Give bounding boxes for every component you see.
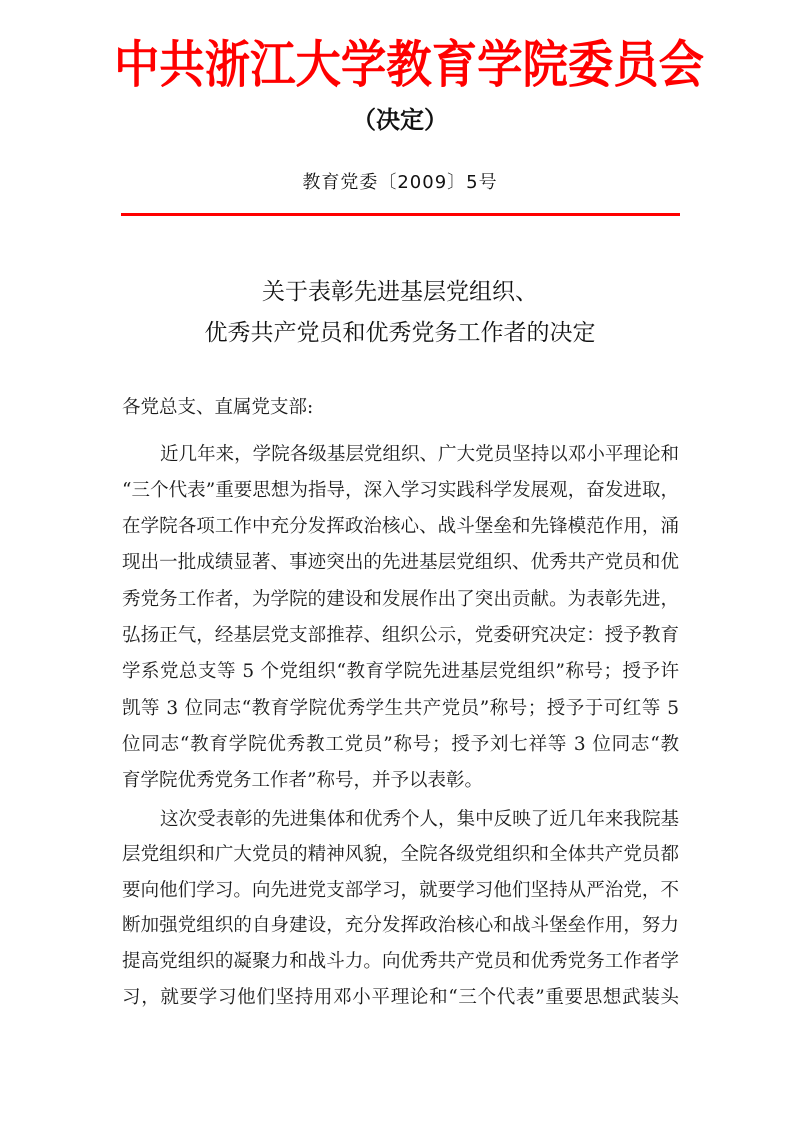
body-line: 弘扬正气，经基层党支部推荐、组织公示，党委研究决定：授予教育 [122, 625, 679, 646]
body-line: 育学院优秀党务工作者”称号，并予以表彰。 [122, 770, 483, 791]
document-number: 教育党委〔2009〕5号 [302, 172, 498, 193]
body-line: 凯等 3 位同志“教育学院优秀学生共产党员”称号；授予于可红等 5 [122, 698, 679, 719]
body-line: 断加强党组织的自身建设，充分发挥政治核心和战斗堡垒作用，努力 [122, 915, 679, 936]
body-line: 在学院各项工作中充分发挥政治核心、战斗堡垒和先锋模范作用，涌 [122, 516, 679, 537]
organization-title: 中共浙江大学教育学院委员会 [114, 34, 704, 95]
body-line: “三个代表”重要思想为指导，深入学习实践科学发展观，奋发进取， [122, 480, 679, 501]
body-line: 位同志“教育学院优秀教工党员”称号；授予刘七祥等 3 位同志“教 [122, 734, 679, 755]
body-line: 习，就要学习他们坚持用邓小平理论和“三个代表”重要思想武装头 [122, 987, 679, 1008]
body-line: 学系党总支等 5 个党组织“教育学院先进基层党组织”称号；授予许 [122, 661, 679, 682]
document-heading-line-2: 优秀共产党员和优秀党务工作者的决定 [204, 320, 596, 346]
salutation: 各党总支、直属党支部: [122, 397, 314, 418]
red-header-rule [121, 213, 680, 216]
body-line: 现出一批成绩显著、事迹突出的先进基层党组织、优秀共产党员和优 [122, 552, 679, 573]
document-heading-line-1: 关于表彰先进基层党组织、 [262, 279, 538, 305]
body-line: 要向他们学习。向先进党支部学习，就要学习他们坚持从严治党，不 [122, 880, 679, 901]
body-line: 近几年来，学院各级基层党组织、广大党员坚持以邓小平理论和 [160, 444, 679, 465]
body-line: 这次受表彰的先进集体和优秀个人，集中反映了近几年来我院基 [160, 809, 679, 830]
body-line: 提高党组织的凝聚力和战斗力。向优秀共产党员和优秀党务工作者学 [122, 951, 679, 972]
body-line: 秀党务工作者，为学院的建设和发展作出了突出贡献。为表彰先进， [122, 589, 679, 610]
body-line: 层党组织和广大党员的精神风貌，全院各级党组织和全体共产党员都 [122, 844, 679, 865]
document-type: （决定） [352, 106, 448, 134]
